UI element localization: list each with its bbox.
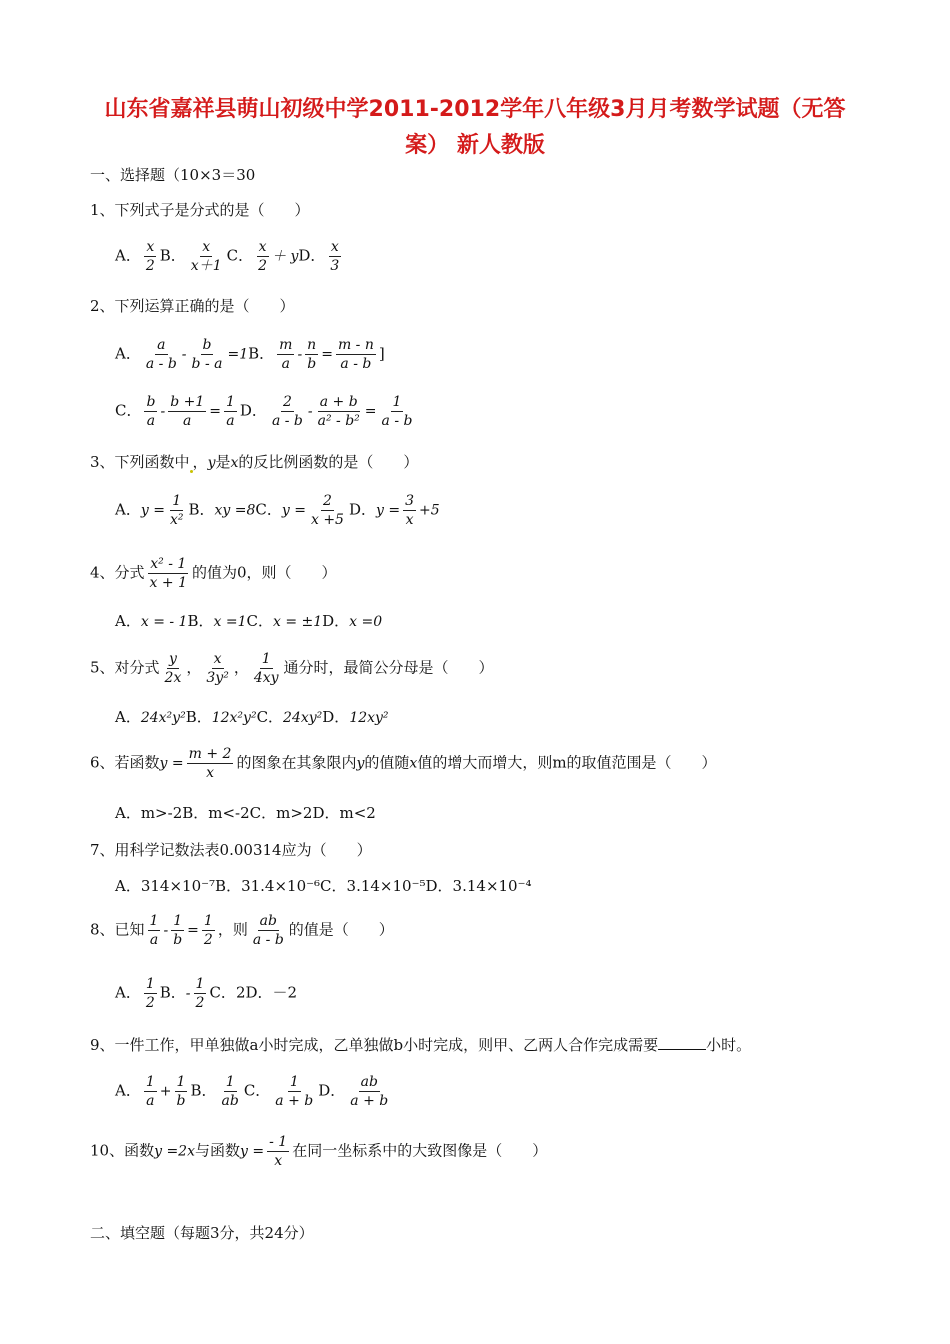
question-9: 9、一件工作，甲单独做a小时完成，乙单独做b小时完成，则甲、乙两人合作完成需要 小时。	[90, 1036, 752, 1054]
fraction: $\frac{b}{b - a}$	[191, 337, 223, 372]
question-2: 2、下列运算正确的是（ ）	[90, 297, 295, 315]
answer-blank[interactable]	[658, 1035, 706, 1050]
fraction: $\frac{1}{2}$	[195, 976, 205, 1011]
question-2-options-ab: A． $\frac{a}{a - b}$ - $\frac{b}{b - a}$ =1B． $\frac{m}{a}$ - $\frac{n}{b}$ = $\frac{m - n}{a - b}$ ]	[115, 337, 385, 372]
fraction: $\frac{3}{x}$	[405, 493, 414, 528]
fraction: $\frac{b +1}{a}$	[170, 394, 205, 429]
fraction: $\frac{1}{a - b}$	[381, 394, 413, 429]
question-1-options: A． $\frac{x}{2}$ B． $\frac{x}{x+1}$ C． $\frac{x}{2}$ ＋ yD． $\frac{x}{3}$	[115, 239, 340, 274]
fraction: $\frac{1}{b}$	[173, 913, 183, 948]
question-6-options: A．m>-2B．m<-2C．m>2D．m<2	[115, 804, 376, 822]
fraction: $\frac{a}{a - b}$	[145, 337, 177, 372]
question-9-options: A． $\frac{1}{a}$ + $\frac{1}{b}$ B． $\frac{1}{ab}$ C． $\frac{1}{a + b}$ D． $\frac{ab}{a + b}$	[115, 1074, 389, 1109]
fraction: $\frac{n}{b}$	[307, 337, 317, 372]
fraction: $\frac{ab}{a + b}$	[350, 1074, 389, 1109]
fraction: $\frac{x}{x+1}$	[190, 239, 222, 274]
fraction: $\frac{\text{x² - 1}}{x + 1}$	[149, 556, 187, 591]
fraction: $\frac{- 1}{x}$	[269, 1134, 288, 1169]
fraction: $\frac{m - n}{a - b}$	[337, 337, 374, 372]
fraction: $\frac{ab}{a - b}$	[252, 913, 284, 948]
question-2-options-cd: C． $\frac{b}{a}$ - $\frac{b +1}{a}$ = $\frac{1}{a}$ D． $\frac{2}{a - b}$ - $\frac{a + b}{\text{a² - b²}}$ = $\frac{1}{a - b}$	[115, 394, 413, 429]
fraction: $\frac{2}{a - b}$	[271, 394, 303, 429]
question-7: 7、用科学记数法表0.00314应为（ ）	[90, 841, 372, 859]
section-2-heading: 二、填空题（每题3分，共24分）	[90, 1224, 314, 1242]
fraction: $\frac{b}{a}$	[146, 394, 156, 429]
fraction: $\frac{m}{a}$	[279, 337, 293, 372]
page-title: 山东省嘉祥县萌山初级中学2011-2012学年八年级3月月考数学试题（无答案） 新人教版	[104, 97, 846, 158]
fraction: $\frac{1}{ab}$	[221, 1074, 239, 1109]
question-6: 6、若函数y = $\frac{m + 2}{x}$ 的图象在其象限内y的值随x值的增大而增大，则m的取值范围是（ ）	[90, 746, 717, 781]
fraction: $\frac{x}{\text{3y²}}$	[206, 651, 229, 686]
section-1-heading: 一、选择题（10×3＝30	[90, 166, 256, 184]
fraction: $\frac{x}{3}$	[330, 239, 340, 274]
question-7-options: A．314×10⁻⁷B．31.4×10⁻⁶C．3.14×10⁻⁵D．3.14×10⁻⁴	[115, 877, 532, 895]
fraction: $\frac{1}{b}$	[176, 1074, 186, 1109]
option-label: C．	[226, 246, 254, 265]
option-label: B．	[159, 246, 186, 265]
fraction: $\frac{1}{a}$	[149, 913, 159, 948]
fraction: $\frac{x}{2}$	[258, 239, 268, 274]
fraction: $\frac{2}{x +5}$	[310, 493, 344, 528]
fraction: $\frac{y}{2x}$	[164, 651, 182, 686]
fraction: $\frac{1}{2}$	[145, 976, 155, 1011]
fraction: $\frac{1}{4xy}$	[253, 651, 279, 686]
question-10: 10、函数y =2x与函数y = $\frac{- 1}{x}$ 在同一坐标系中的大致图像是（ ）	[90, 1134, 548, 1169]
question-3: 3、下列函数中 ，y是x的反比例函数的是（ ）	[90, 453, 419, 471]
question-8-options: A． $\frac{1}{2}$ B．- $\frac{1}{2}$ C．2D．－2	[115, 976, 298, 1011]
question-4-options: A．x = - 1B．x =1C．x = ±1D．x =0	[115, 612, 383, 630]
option-label: D．	[298, 246, 326, 265]
fraction: $\frac{1}{a}$	[145, 1074, 155, 1109]
question-1: 1、下列式子是分式的是（ ）	[90, 201, 310, 219]
question-3-options: A．y = $\frac{1}{\text{x²}}$ B．xy =8C．y = $\frac{2}{x +5}$ D．y = $\frac{3}{x}$ +5	[115, 493, 440, 528]
fraction: $\frac{1}{a + b}$	[275, 1074, 314, 1109]
option-label: A．	[115, 246, 141, 265]
fraction: $\frac{1}{\text{x²}}$	[169, 493, 184, 528]
fraction: $\frac{1}{2}$	[203, 913, 213, 948]
question-8: 8、已知 $\frac{1}{a}$ - $\frac{1}{b}$ = $\frac{1}{2}$ ，则 $\frac{ab}{a - b}$ 的值是（ ）	[90, 913, 394, 948]
question-4: 4、分式 $\frac{\text{x² - 1}}{x + 1}$ 的值为0，则（ ）	[90, 556, 337, 591]
fraction: $\frac{m + 2}{x}$	[188, 746, 232, 781]
question-5-options: A．24x²y²B．12x²y²C．24xy²D．12xy²	[115, 708, 389, 726]
fraction: $\frac{x}{2}$	[145, 239, 155, 274]
question-5: 5、对分式 $\frac{y}{2x}$ ， $\frac{x}{\text{3y²}}$ ， $\frac{1}{4xy}$ 通分时，最简公分母是（ ）	[90, 651, 494, 686]
fraction: $\frac{a + b}{\text{a² - b²}}$	[317, 394, 360, 429]
fraction: $\frac{1}{a}$	[225, 394, 235, 429]
